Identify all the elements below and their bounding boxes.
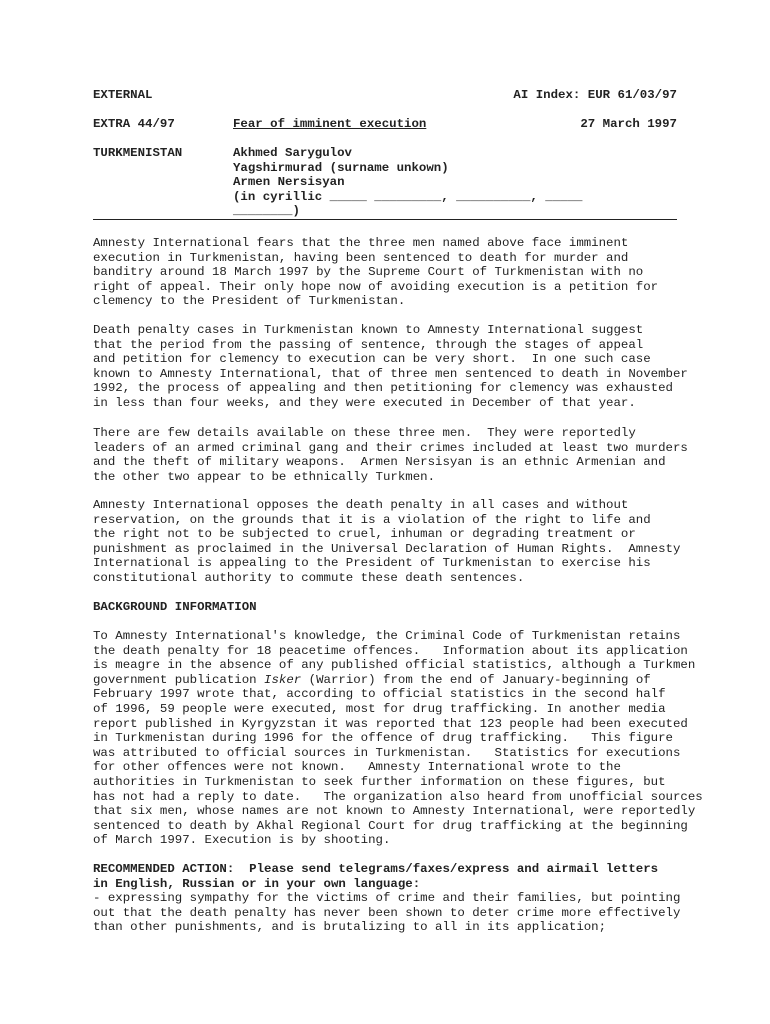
text-line: reservation, on the grounds that it is a violation of the right to life and — [93, 512, 651, 527]
text-line: in less than four weeks, and they were executed in December of that year. — [93, 395, 636, 410]
recommended-heading: in English, Russian or in your own language: — [93, 876, 421, 891]
country: TURKMENISTAN — [93, 146, 183, 160]
text-span: government publication — [93, 672, 265, 687]
text-line: for other offences were not known. Amnesty International wrote to the — [93, 760, 621, 775]
name-line: Akhmed Sarygulov — [233, 146, 352, 160]
extra-number: EXTRA 44/97 — [93, 117, 175, 131]
names-list — [233, 146, 582, 219]
text-line: Death penalty cases in Turkmenistan known to Amnesty International suggest — [93, 323, 644, 337]
paragraph-3 — [93, 426, 688, 484]
document-date: 27 March 1997 — [580, 117, 677, 131]
text-line: is meagre in the absence of any published official statistics, although a Turkmen — [93, 658, 696, 673]
text-line: report published in Kyrgyzstan it was reported that 123 people had been executed — [93, 716, 688, 731]
text-line: that the period from the passing of sentence, through the stages of appeal — [93, 337, 644, 352]
ai-index: AI Index: EUR 61/03/97 — [513, 88, 677, 102]
publication-name: Isker — [264, 672, 302, 687]
text-line: leaders of an armed criminal gang and their crimes included at least two murders — [93, 440, 688, 455]
paragraph-1 — [93, 236, 658, 309]
classification: EXTERNAL — [93, 88, 153, 102]
text-line: out that the death penalty has never been shown to deter crime more effectively — [93, 905, 681, 920]
text-line: banditry around 18 March 1997 by the Supreme Court of Turkmenistan with no — [93, 265, 644, 280]
text-line: in Turkmenistan during 1996 for the offence of drug trafficking. This figure — [93, 731, 673, 746]
name-line: ________) — [233, 204, 300, 219]
text-line: To Amnesty International's knowledge, the Criminal Code of Turkmenistan retains — [93, 629, 681, 643]
text-line: the death penalty for 18 peacetime offences. Information about its application — [93, 643, 688, 658]
text-line: and petition for clemency to execution can be very short. In one such case — [93, 352, 651, 367]
text-line — [93, 673, 703, 688]
text-line: the other two appear to be ethnically Turkmen. — [93, 469, 436, 484]
text-line: International is appealing to the President of Turkmenistan to exercise his — [93, 556, 651, 571]
text-line: Amnesty International opposes the death penalty in all cases and without — [93, 498, 629, 512]
text-line: known to Amnesty International, that of three men sentenced to death in November — [93, 366, 688, 381]
background-heading: BACKGROUND INFORMATION — [93, 600, 257, 614]
text-line: of 1996, 59 people were executed, most for drug trafficking. In another media — [93, 701, 666, 716]
text-line: punishment as proclaimed in the Universal Declaration of Human Rights. Amnesty — [93, 541, 681, 556]
text-line: and the theft of military weapons. Armen Nersisyan is an ethnic Armenian and — [93, 455, 666, 470]
text-line: execution in Turkmenistan, having been sentenced to death for murder and — [93, 250, 629, 265]
text-line: than other punishments, and is brutalizing to all in its application; — [93, 920, 607, 935]
background-paragraph — [93, 629, 703, 848]
text-line: 1992, the process of appealing and then petitioning for clemency was exhausted — [93, 381, 673, 396]
text-line: authorities in Turkmenistan to seek further information on these figures, but — [93, 774, 666, 789]
text-line: right of appeal. Their only hope now of avoiding execution is a petition for — [93, 279, 659, 294]
name-line: Armen Nersisyan — [233, 175, 345, 190]
text-line: was attributed to official sources in Turkmenistan. Statistics for executions — [93, 745, 681, 760]
document-title: Fear of imminent execution — [233, 117, 427, 131]
name-line: Yagshirmurad (surname unkown) — [233, 160, 449, 175]
recommended-action — [93, 862, 680, 935]
text-line: - expressing sympathy for the victims of crime and their families, but pointing — [93, 891, 681, 906]
text-line: sentenced to death by Akhal Regional Court for drug trafficking at the beginning — [93, 818, 688, 833]
recommended-heading: RECOMMENDED ACTION: Please send telegrams/faxes/express and airmail letters — [93, 862, 659, 876]
text-line: has not had a reply to date. The organization also heard from unofficial sources — [93, 789, 703, 804]
text-line: that six men, whose names are not known to Amnesty International, were reportedly — [93, 804, 696, 819]
text-line: constitutional authority to commute these death sentences. — [93, 570, 525, 585]
text-span: (Warrior) from the end of January-beginning of — [301, 672, 651, 687]
text-line: of March 1997. Execution is by shooting. — [93, 833, 391, 848]
header-divider — [93, 219, 677, 220]
text-line: February 1997 wrote that, according to official statistics in the second half — [93, 687, 666, 702]
text-line: the right not to be subjected to cruel, inhuman or degrading treatment or — [93, 527, 636, 542]
paragraph-4 — [93, 498, 680, 586]
text-line: There are few details available on these three men. They were reportedly — [93, 426, 636, 440]
name-line: (in cyrillic _____ _________, __________, _____ — [233, 189, 583, 204]
paragraph-2 — [93, 323, 688, 411]
text-line: clemency to the President of Turkmenistan. — [93, 294, 406, 309]
text-line: Amnesty International fears that the three men named above face imminent — [93, 236, 629, 250]
